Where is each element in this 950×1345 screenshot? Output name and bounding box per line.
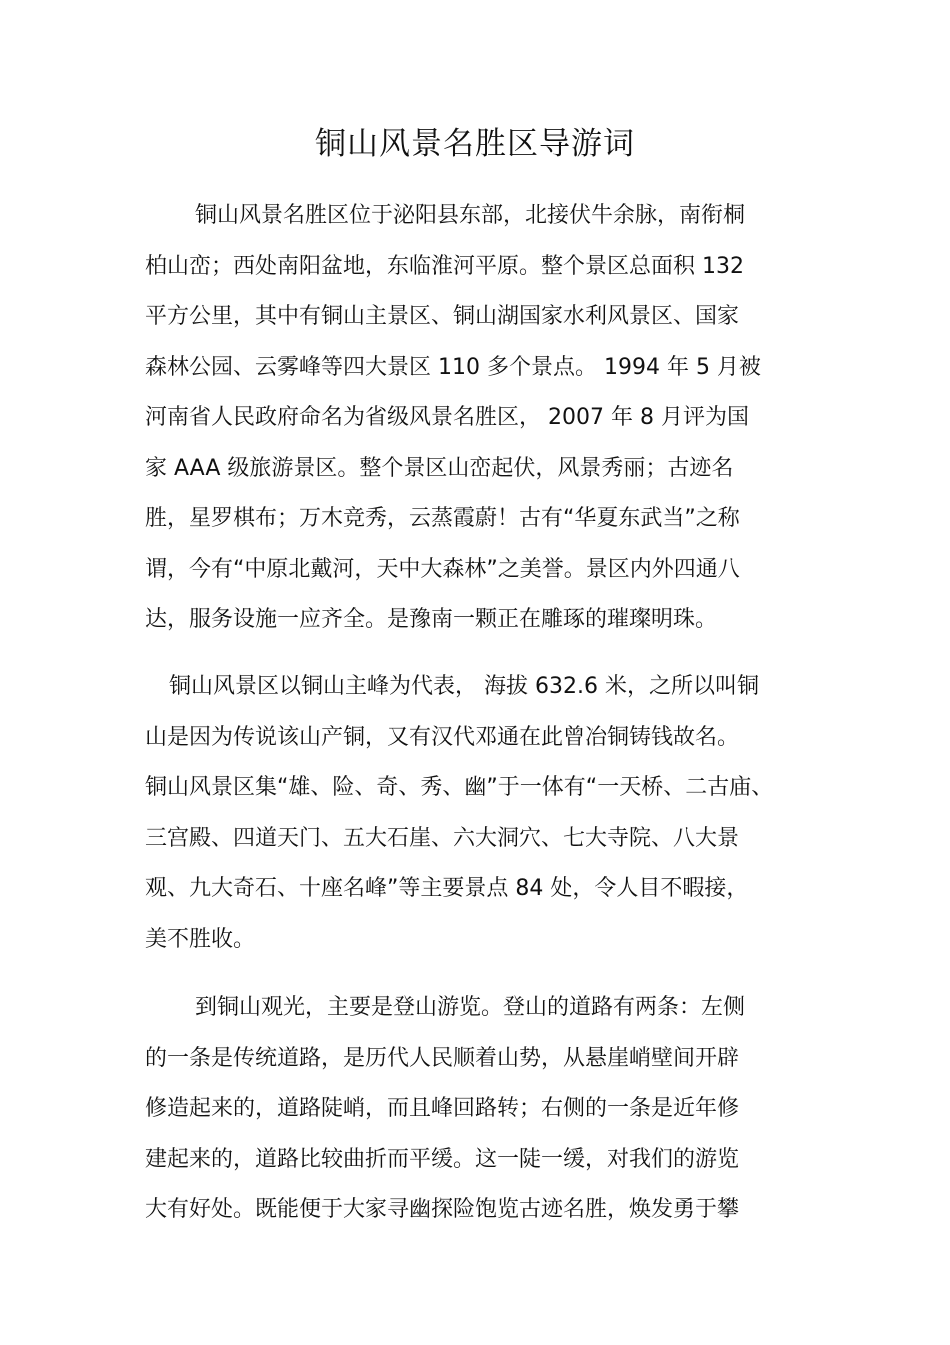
paragraph-line: 美不胜收。 <box>145 926 256 952</box>
paragraph-line: 谓，今有“中原北戴河，天中大森林”之美誉。景区内外四通八 <box>145 556 740 582</box>
paragraph-line: 森林公园、云雾峰等四大景区 110 多个景点。 1994 年 5 月被 <box>145 354 761 380</box>
paragraph-line: 三宫殿、四道天门、五大石崖、六大洞穴、七大寺院、八大景 <box>145 825 740 851</box>
paragraph-line: 达，服务设施一应齐全。是豫南一颗正在雕琢的璀璨明珠。 <box>145 607 718 632</box>
paragraph-line: 胜，星罗棋布；万木竞秀，云蒸霞蔚！古有“华夏东武当”之称 <box>145 506 740 531</box>
paragraph-line: 山是因为传说该山产铜，又有汉代邓通在此曾冶铜铸钱故名。 <box>145 724 740 750</box>
paragraph-line: 柏山峦；西处南阳盆地，东临淮河平原。整个景区总面积 132 <box>145 253 744 279</box>
paragraph-line: 家 AAA 级旅游景区。整个景区山峦起伏，风景秀丽；古迹名 <box>145 455 734 481</box>
paragraph-line: 观、九大奇石、十座名峰”等主要景点 84 处，令人目不暇接， <box>145 876 749 901</box>
paragraph-3 <box>145 983 815 1236</box>
paragraph-line: 修造起来的，道路陡峭，而且峰回路转；右侧的一条是近年修 <box>145 1096 740 1121</box>
page-title: 铜山风景名胜区导游词 <box>315 126 635 162</box>
paragraph-line: 大有好处。既能便于大家寻幽探险饱览古迹名胜，焕发勇于攀 <box>145 1197 740 1222</box>
paragraph-line: 铜山风景区集“雄、险、奇、秀、幽”于一体有“一天桥、二古庙、 <box>145 775 774 800</box>
paragraph-line: 河南省人民政府命名为省级风景名胜区， 2007 年 8 月评为国 <box>145 405 749 430</box>
paragraph-1 <box>145 191 815 646</box>
paragraph-2 <box>145 662 815 965</box>
paragraph-line: 的一条是传统道路，是历代人民顺着山势，从悬崖峭壁间开辟 <box>145 1045 740 1071</box>
paragraph-line: 铜山风景区以铜山主峰为代表， 海拔 632.6 米，之所以叫铜 <box>169 674 759 699</box>
paragraph-line: 建起来的，道路比较曲折而平缓。这一陡一缓，对我们的游览 <box>145 1146 740 1172</box>
paragraph-line: 铜山风景名胜区位于泌阳县东部，北接伏牛余脉，南衔桐 <box>195 203 746 228</box>
paragraph-line: 平方公里，其中有铜山主景区、铜山湖国家水利风景区、国家 <box>145 304 740 329</box>
paragraph-line: 到铜山观光，主要是登山游览。登山的道路有两条：左侧 <box>195 995 746 1020</box>
